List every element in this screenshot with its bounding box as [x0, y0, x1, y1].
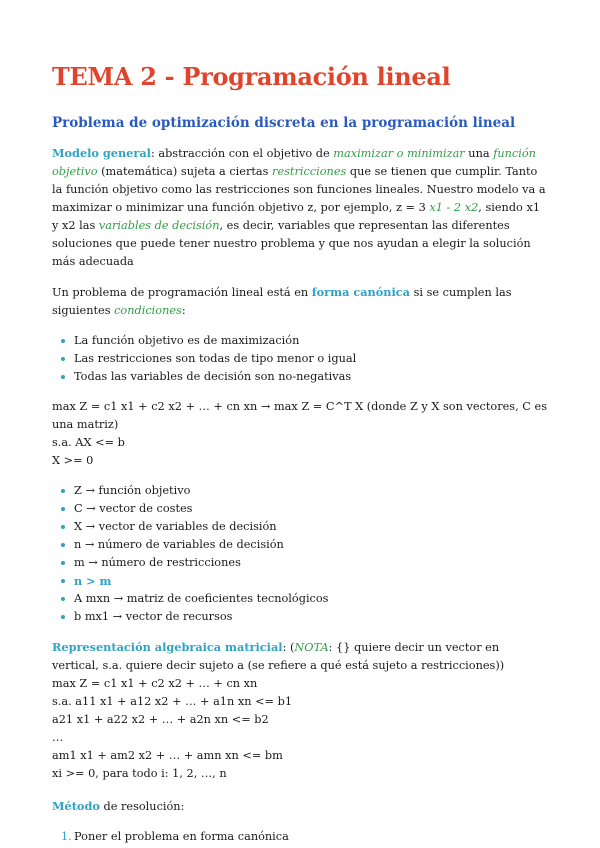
modelo-general-label: Modelo general [52, 146, 151, 160]
page-title: TEMA 2 - Programación lineal [52, 62, 451, 91]
metodo-paragraph: Método de resolución: [52, 799, 185, 813]
keyword-forma-canonica: forma canónica [311, 285, 410, 299]
system-line: am1 x1 + am2 x2 + … + amn xn <= bm [52, 749, 283, 762]
keyword-maximizar: maximizar o minimizar [333, 147, 465, 160]
math-line: max Z = c1 x1 + c2 x2 + … + cn xn → max Z = C^T X (donde Z y X son vectores, C es una matriz) [52, 400, 547, 431]
list-item: X → vector de variables de decisión [52, 518, 548, 536]
math-line: X >= 0 [52, 454, 94, 467]
list-item: Las restricciones son todas de tipo menor o igual [52, 350, 548, 368]
keyword-expression: x1 - 2 x2 [429, 201, 479, 214]
system-line: s.a. a11 x1 + a12 x2 + … + a1n xn <= b1 [52, 695, 293, 708]
keyword-restricciones: restricciones [272, 165, 347, 178]
canonical-formulation [52, 398, 548, 470]
conditions-list [52, 332, 548, 386]
list-item [52, 828, 548, 846]
keyword-nota: NOTA [294, 641, 329, 654]
list-item: Todas las variables de decisión son no-negativas [52, 368, 548, 386]
step-number: 1. [61, 830, 72, 843]
keyword-condiciones: condiciones [114, 304, 182, 317]
system-line: max Z = c1 x1 + c2 x2 + … + cn xn [52, 677, 258, 690]
math-line: s.a. AX <= b [52, 436, 125, 449]
list-item: A mxn → matriz de coeficientes tecnológicos [52, 590, 548, 608]
section-heading: Problema de optimización discreta en la programación lineal [52, 115, 516, 131]
list-item-highlight: n > m [52, 572, 548, 590]
keyword-funcion-objetivo: función objetivo [52, 147, 536, 178]
definitions-list [52, 482, 548, 626]
list-item: Z → función objetivo [52, 482, 548, 500]
modelo-general-paragraph: Modelo general: abstracción con el objetivo de maximizar o minimizar una función objetivo (matemática) sujeta a ciertas restricciones que se tienen que cumplir. Tanto la función objetivo como las restricciones son funciones lineales. Nuestro modelo va a maximizar o minimizar una función objetivo z, por ejemplo, z = 3 x1 - 2 x2, siendo x1 y x2 las variables de decisión, es decir, variables que representan las diferentes soluciones que puede tener nuestro problema y que nos ayudan a elegir la solución más adecuada [52, 146, 546, 268]
system-line: xi >= 0, para todo i: 1, 2, …, n [52, 767, 227, 780]
keyword-variables-decision: variables de decisión [98, 219, 220, 232]
algebraic-system [52, 675, 548, 783]
metodo-label: Método [52, 799, 100, 813]
step-text: Poner el problema en forma canónica [74, 830, 289, 843]
list-item: C → vector de costes [52, 500, 548, 518]
representacion-paragraph: Representación algebraica matricial: (NOTA: {} quiere decir un vector en vertical, s.a. quiere decir sujeto a (se refiere a qué está sujeto a restricciones)) [52, 640, 505, 672]
steps-list [52, 828, 548, 846]
list-item: La función objetivo es de maximización [52, 332, 548, 350]
forma-canonica-paragraph: Un problema de programación lineal está en forma canónica si se cumplen las siguientes condiciones: [52, 285, 512, 317]
system-line: a21 x1 + a22 x2 + … + a2n xn <= b2 [52, 713, 269, 726]
list-item: m → número de restricciones [52, 554, 548, 572]
list-item: n → número de variables de decisión [52, 536, 548, 554]
list-item: b mx1 → vector de recursos [52, 608, 548, 626]
system-line: … [52, 731, 64, 744]
representacion-label: Representación algebraica matricial [52, 640, 283, 654]
